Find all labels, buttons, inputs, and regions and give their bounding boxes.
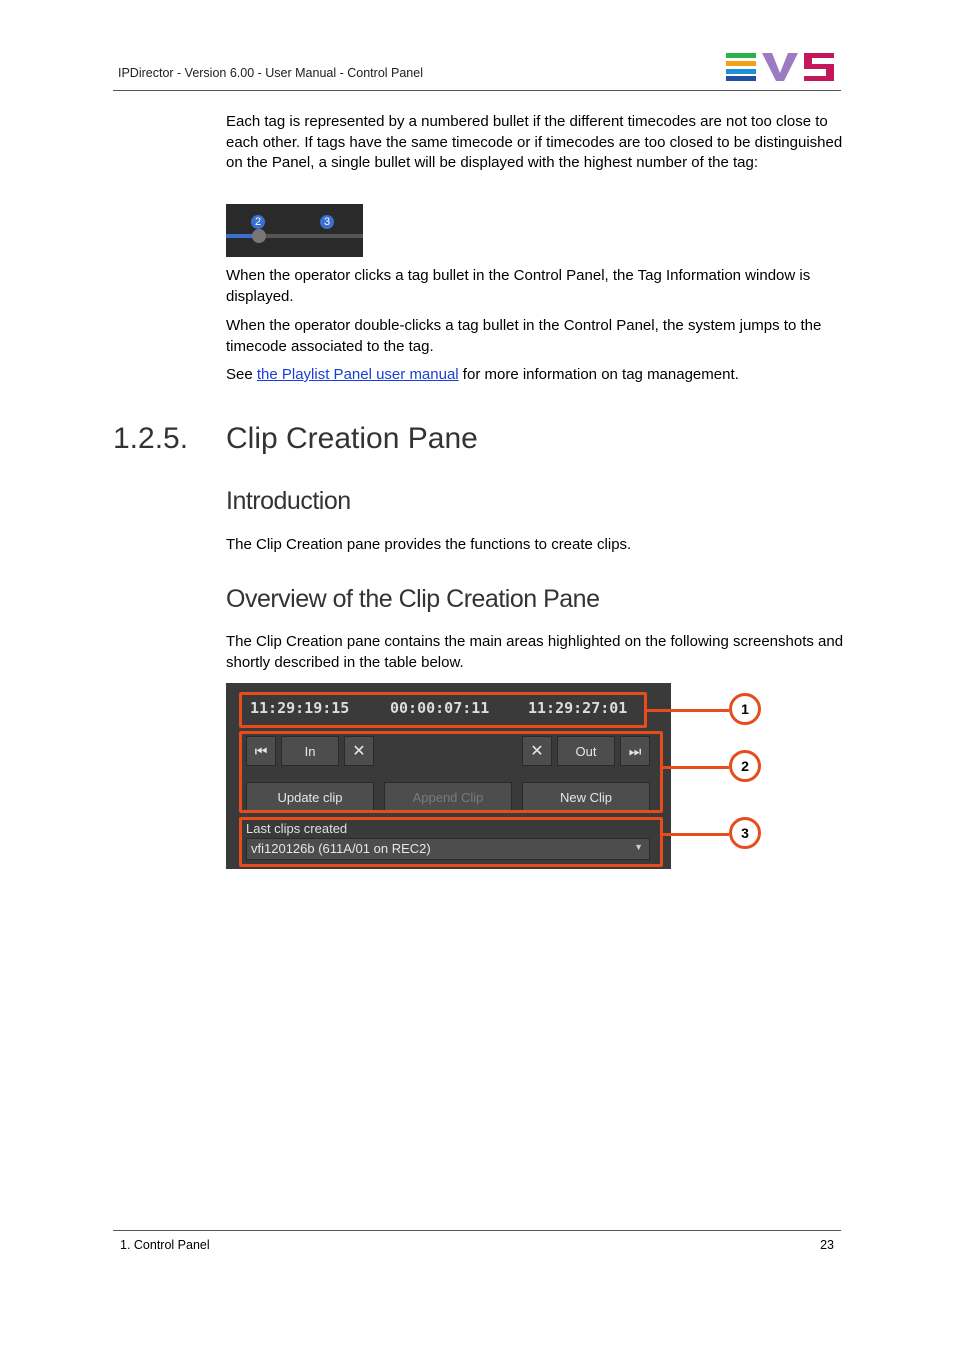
callout-2: 2 bbox=[729, 750, 761, 782]
see-suffix: for more information on tag management. bbox=[458, 366, 739, 383]
callout-line-2 bbox=[663, 766, 729, 769]
go-to-in-icon[interactable]: ⏮ bbox=[246, 736, 276, 766]
introduction-heading: Introduction bbox=[226, 487, 351, 515]
section-number: 1.2.5. bbox=[113, 422, 189, 455]
timecode-duration: 00:00:07:11 bbox=[390, 699, 490, 717]
footer-divider bbox=[113, 1230, 841, 1231]
go-to-out-icon[interactable]: ⏭ bbox=[620, 736, 650, 766]
timeline-handle[interactable] bbox=[252, 229, 266, 243]
intro-paragraph: Each tag is represented by a numbered bullet if the different timecodes are not too close to each other. If tags have the same timecode or if timecodes are too closed to be distinguished on the Panel, a single bullet will be displayed with the highest number of the tag: bbox=[226, 113, 843, 171]
footer-chapter: 1. Control Panel bbox=[120, 1238, 210, 1252]
new-clip-button[interactable]: New Clip bbox=[522, 782, 650, 812]
evs-logo bbox=[726, 53, 834, 81]
timecode-out: 11:29:27:01 bbox=[528, 699, 628, 717]
append-clip-button[interactable]: Append Clip bbox=[384, 782, 512, 812]
clip-creation-pane-screenshot bbox=[226, 683, 671, 869]
see-more-line bbox=[226, 365, 844, 386]
highlight-area-2 bbox=[239, 731, 663, 813]
header-title: IPDirector - Version 6.00 - User Manual - Control Panel bbox=[118, 66, 423, 80]
dropdown-arrow-icon: ▼ bbox=[634, 842, 643, 852]
tag-bullet[interactable]: 3 bbox=[320, 215, 334, 229]
tag-bullets-image bbox=[226, 204, 363, 257]
clear-in-icon[interactable]: ✕ bbox=[344, 736, 374, 766]
section-title: Clip Creation Pane bbox=[226, 422, 478, 455]
para-doubleclick: When the operator double-clicks a tag bullet in the Control Panel, the system jumps to the timecode associated to the tag. bbox=[226, 317, 822, 355]
header-divider bbox=[113, 90, 841, 91]
highlight-area-3 bbox=[239, 817, 663, 867]
callout-1: 1 bbox=[729, 693, 761, 725]
callout-line-1 bbox=[647, 709, 729, 712]
overview-heading: Overview of the Clip Creation Pane bbox=[226, 585, 600, 613]
callout-line-3 bbox=[663, 833, 729, 836]
playlist-manual-link[interactable]: the Playlist Panel user manual bbox=[256, 366, 459, 383]
para-click: When the operator clicks a tag bullet in the Control Panel, the Tag Information window is displayed. bbox=[226, 267, 811, 305]
tag-bullet[interactable]: 2 bbox=[251, 215, 265, 229]
highlight-area-1 bbox=[239, 692, 647, 728]
last-clip-value: vfi120126b (611A/01 on REC2) bbox=[251, 841, 431, 856]
callout-3: 3 bbox=[729, 817, 761, 849]
see-prefix: See bbox=[226, 366, 257, 383]
clear-out-icon[interactable]: ✕ bbox=[522, 736, 552, 766]
page-number: 23 bbox=[820, 1238, 834, 1252]
timecode-in: 11:29:19:15 bbox=[250, 699, 350, 717]
overview-text: The Clip Creation pane contains the main areas highlighted on the following screenshots and shortly described in the table below. bbox=[226, 633, 844, 671]
introduction-text: The Clip Creation pane provides the functions to create clips. bbox=[226, 536, 632, 553]
update-clip-button[interactable]: Update clip bbox=[246, 782, 374, 812]
last-clips-label: Last clips created bbox=[246, 821, 348, 836]
mark-out-button[interactable]: Out bbox=[557, 736, 615, 766]
mark-in-button[interactable]: In bbox=[281, 736, 339, 766]
